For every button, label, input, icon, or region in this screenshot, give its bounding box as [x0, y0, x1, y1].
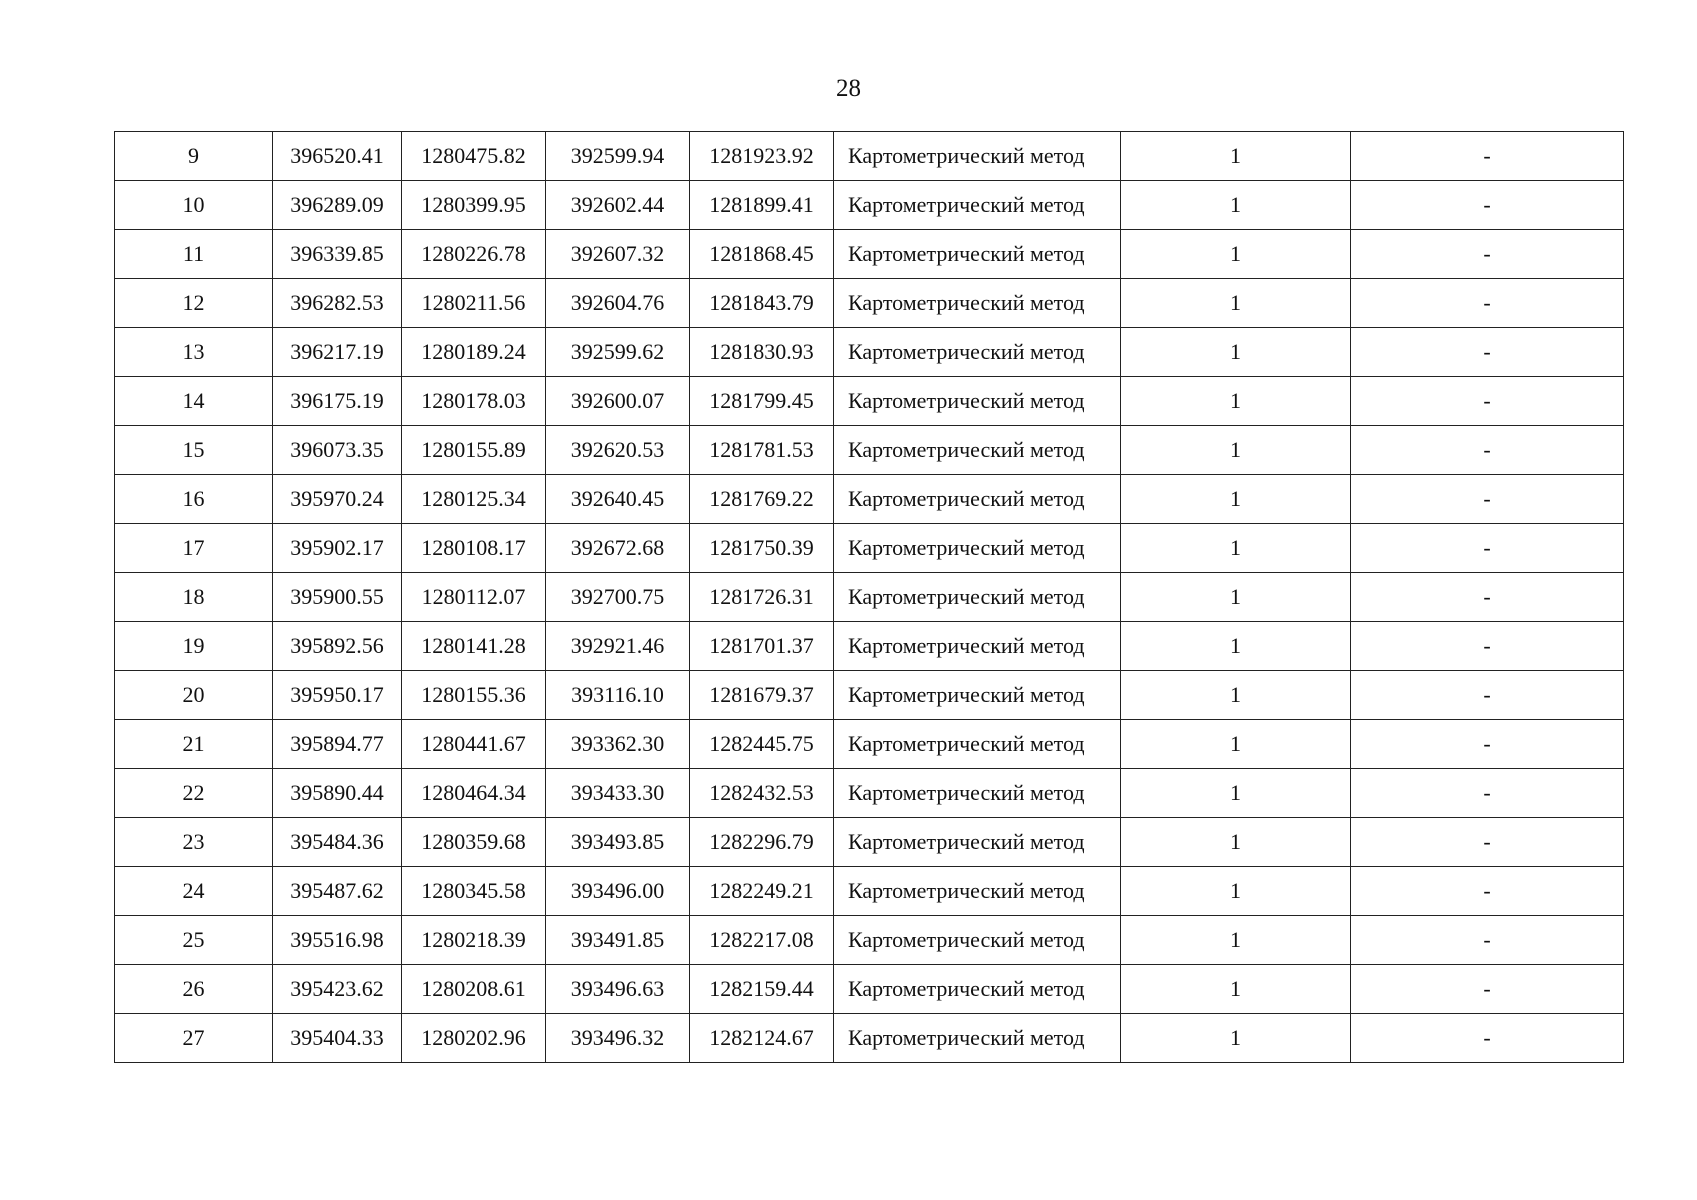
- x-new-cell: 392600.07: [546, 377, 690, 426]
- method-cell: Картометрический метод: [834, 1014, 1121, 1063]
- x-new-cell: 393362.30: [546, 720, 690, 769]
- y-new-cell: 1281679.37: [690, 671, 834, 720]
- accuracy-cell: 1: [1121, 524, 1351, 573]
- y-new-cell: 1281769.22: [690, 475, 834, 524]
- note-cell: -: [1351, 965, 1624, 1014]
- table-row: [115, 769, 1624, 818]
- method-cell: Картометрический метод: [834, 818, 1121, 867]
- x-existing-cell: 395890.44: [273, 769, 402, 818]
- point-number-cell: 22: [115, 769, 273, 818]
- method-cell: Картометрический метод: [834, 916, 1121, 965]
- note-cell: -: [1351, 230, 1624, 279]
- y-new-cell: 1281923.92: [690, 132, 834, 181]
- point-number-cell: 17: [115, 524, 273, 573]
- note-cell: -: [1351, 377, 1624, 426]
- method-cell: Картометрический метод: [834, 426, 1121, 475]
- x-new-cell: 393496.32: [546, 1014, 690, 1063]
- method-cell: Картометрический метод: [834, 181, 1121, 230]
- x-existing-cell: 395894.77: [273, 720, 402, 769]
- method-cell: Картометрический метод: [834, 867, 1121, 916]
- accuracy-cell: 1: [1121, 181, 1351, 230]
- table-row: [115, 426, 1624, 475]
- table-row: [115, 916, 1624, 965]
- y-existing-cell: 1280464.34: [402, 769, 546, 818]
- table-row: [115, 181, 1624, 230]
- point-number-cell: 12: [115, 279, 273, 328]
- table-row: [115, 132, 1624, 181]
- x-new-cell: 392620.53: [546, 426, 690, 475]
- accuracy-cell: 1: [1121, 328, 1351, 377]
- y-existing-cell: 1280441.67: [402, 720, 546, 769]
- x-existing-cell: 396339.85: [273, 230, 402, 279]
- accuracy-cell: 1: [1121, 230, 1351, 279]
- method-cell: Картометрический метод: [834, 622, 1121, 671]
- method-cell: Картометрический метод: [834, 671, 1121, 720]
- point-number-cell: 20: [115, 671, 273, 720]
- x-new-cell: 393496.00: [546, 867, 690, 916]
- y-new-cell: 1281799.45: [690, 377, 834, 426]
- note-cell: -: [1351, 181, 1624, 230]
- table-row: [115, 622, 1624, 671]
- point-number-cell: 27: [115, 1014, 273, 1063]
- note-cell: -: [1351, 426, 1624, 475]
- x-new-cell: 393493.85: [546, 818, 690, 867]
- x-existing-cell: 396073.35: [273, 426, 402, 475]
- accuracy-cell: 1: [1121, 475, 1351, 524]
- table-row: [115, 475, 1624, 524]
- table-row: [115, 720, 1624, 769]
- table-row: [115, 377, 1624, 426]
- x-existing-cell: 396282.53: [273, 279, 402, 328]
- coordinates-table: [114, 131, 1624, 1063]
- accuracy-cell: 1: [1121, 426, 1351, 475]
- point-number-cell: 16: [115, 475, 273, 524]
- y-new-cell: 1281781.53: [690, 426, 834, 475]
- method-cell: Картометрический метод: [834, 965, 1121, 1014]
- method-cell: Картометрический метод: [834, 769, 1121, 818]
- y-existing-cell: 1280202.96: [402, 1014, 546, 1063]
- method-cell: Картометрический метод: [834, 230, 1121, 279]
- y-new-cell: 1281868.45: [690, 230, 834, 279]
- x-existing-cell: 395892.56: [273, 622, 402, 671]
- table-row: [115, 524, 1624, 573]
- point-number-cell: 15: [115, 426, 273, 475]
- note-cell: -: [1351, 867, 1624, 916]
- y-existing-cell: 1280359.68: [402, 818, 546, 867]
- x-new-cell: 393116.10: [546, 671, 690, 720]
- accuracy-cell: 1: [1121, 916, 1351, 965]
- y-existing-cell: 1280208.61: [402, 965, 546, 1014]
- x-new-cell: 392599.94: [546, 132, 690, 181]
- note-cell: -: [1351, 1014, 1624, 1063]
- y-existing-cell: 1280218.39: [402, 916, 546, 965]
- x-existing-cell: 395404.33: [273, 1014, 402, 1063]
- y-new-cell: 1282296.79: [690, 818, 834, 867]
- note-cell: -: [1351, 769, 1624, 818]
- table-row: [115, 818, 1624, 867]
- table-row: [115, 328, 1624, 377]
- x-existing-cell: 395487.62: [273, 867, 402, 916]
- y-existing-cell: 1280108.17: [402, 524, 546, 573]
- x-new-cell: 392921.46: [546, 622, 690, 671]
- accuracy-cell: 1: [1121, 965, 1351, 1014]
- method-cell: Картометрический метод: [834, 132, 1121, 181]
- x-existing-cell: 395950.17: [273, 671, 402, 720]
- accuracy-cell: 1: [1121, 671, 1351, 720]
- accuracy-cell: 1: [1121, 867, 1351, 916]
- x-new-cell: 393496.63: [546, 965, 690, 1014]
- note-cell: -: [1351, 524, 1624, 573]
- y-new-cell: 1282249.21: [690, 867, 834, 916]
- x-existing-cell: 396289.09: [273, 181, 402, 230]
- y-existing-cell: 1280155.89: [402, 426, 546, 475]
- method-cell: Картометрический метод: [834, 524, 1121, 573]
- y-new-cell: 1282432.53: [690, 769, 834, 818]
- table-row: [115, 671, 1624, 720]
- method-cell: Картометрический метод: [834, 377, 1121, 426]
- accuracy-cell: 1: [1121, 377, 1351, 426]
- x-existing-cell: 395484.36: [273, 818, 402, 867]
- accuracy-cell: 1: [1121, 720, 1351, 769]
- x-existing-cell: 396175.19: [273, 377, 402, 426]
- point-number-cell: 21: [115, 720, 273, 769]
- note-cell: -: [1351, 818, 1624, 867]
- x-new-cell: 392607.32: [546, 230, 690, 279]
- y-new-cell: 1281726.31: [690, 573, 834, 622]
- y-new-cell: 1281701.37: [690, 622, 834, 671]
- method-cell: Картометрический метод: [834, 328, 1121, 377]
- table-body: [115, 132, 1624, 1063]
- y-existing-cell: 1280345.58: [402, 867, 546, 916]
- x-new-cell: 392672.68: [546, 524, 690, 573]
- accuracy-cell: 1: [1121, 818, 1351, 867]
- x-new-cell: 392640.45: [546, 475, 690, 524]
- y-existing-cell: 1280211.56: [402, 279, 546, 328]
- point-number-cell: 25: [115, 916, 273, 965]
- point-number-cell: 11: [115, 230, 273, 279]
- table-row: [115, 573, 1624, 622]
- accuracy-cell: 1: [1121, 132, 1351, 181]
- x-existing-cell: 395902.17: [273, 524, 402, 573]
- note-cell: -: [1351, 475, 1624, 524]
- x-new-cell: 392602.44: [546, 181, 690, 230]
- table-row: [115, 230, 1624, 279]
- accuracy-cell: 1: [1121, 279, 1351, 328]
- accuracy-cell: 1: [1121, 769, 1351, 818]
- y-new-cell: 1282124.67: [690, 1014, 834, 1063]
- y-new-cell: 1282445.75: [690, 720, 834, 769]
- y-existing-cell: 1280112.07: [402, 573, 546, 622]
- x-new-cell: 392599.62: [546, 328, 690, 377]
- y-new-cell: 1281830.93: [690, 328, 834, 377]
- y-existing-cell: 1280178.03: [402, 377, 546, 426]
- method-cell: Картометрический метод: [834, 720, 1121, 769]
- note-cell: -: [1351, 573, 1624, 622]
- y-new-cell: 1281899.41: [690, 181, 834, 230]
- note-cell: -: [1351, 622, 1624, 671]
- y-new-cell: 1281750.39: [690, 524, 834, 573]
- point-number-cell: 23: [115, 818, 273, 867]
- note-cell: -: [1351, 279, 1624, 328]
- y-existing-cell: 1280155.36: [402, 671, 546, 720]
- y-existing-cell: 1280226.78: [402, 230, 546, 279]
- note-cell: -: [1351, 720, 1624, 769]
- method-cell: Картометрический метод: [834, 573, 1121, 622]
- accuracy-cell: 1: [1121, 573, 1351, 622]
- x-existing-cell: 396217.19: [273, 328, 402, 377]
- note-cell: -: [1351, 671, 1624, 720]
- x-new-cell: 393491.85: [546, 916, 690, 965]
- x-existing-cell: 395970.24: [273, 475, 402, 524]
- accuracy-cell: 1: [1121, 1014, 1351, 1063]
- note-cell: -: [1351, 916, 1624, 965]
- table-row: [115, 867, 1624, 916]
- accuracy-cell: 1: [1121, 622, 1351, 671]
- point-number-cell: 19: [115, 622, 273, 671]
- point-number-cell: 26: [115, 965, 273, 1014]
- page-number: 28: [836, 75, 861, 102]
- y-new-cell: 1282159.44: [690, 965, 834, 1014]
- y-existing-cell: 1280125.34: [402, 475, 546, 524]
- y-existing-cell: 1280399.95: [402, 181, 546, 230]
- y-new-cell: 1281843.79: [690, 279, 834, 328]
- x-existing-cell: 395423.62: [273, 965, 402, 1014]
- x-new-cell: 392700.75: [546, 573, 690, 622]
- table-row: [115, 1014, 1624, 1063]
- x-new-cell: 392604.76: [546, 279, 690, 328]
- table-row: [115, 279, 1624, 328]
- note-cell: -: [1351, 132, 1624, 181]
- point-number-cell: 9: [115, 132, 273, 181]
- x-existing-cell: 396520.41: [273, 132, 402, 181]
- table-row: [115, 965, 1624, 1014]
- y-existing-cell: 1280189.24: [402, 328, 546, 377]
- y-existing-cell: 1280141.28: [402, 622, 546, 671]
- point-number-cell: 10: [115, 181, 273, 230]
- point-number-cell: 13: [115, 328, 273, 377]
- point-number-cell: 24: [115, 867, 273, 916]
- x-existing-cell: 395516.98: [273, 916, 402, 965]
- x-existing-cell: 395900.55: [273, 573, 402, 622]
- y-existing-cell: 1280475.82: [402, 132, 546, 181]
- point-number-cell: 18: [115, 573, 273, 622]
- method-cell: Картометрический метод: [834, 475, 1121, 524]
- x-new-cell: 393433.30: [546, 769, 690, 818]
- note-cell: -: [1351, 328, 1624, 377]
- y-new-cell: 1282217.08: [690, 916, 834, 965]
- point-number-cell: 14: [115, 377, 273, 426]
- method-cell: Картометрический метод: [834, 279, 1121, 328]
